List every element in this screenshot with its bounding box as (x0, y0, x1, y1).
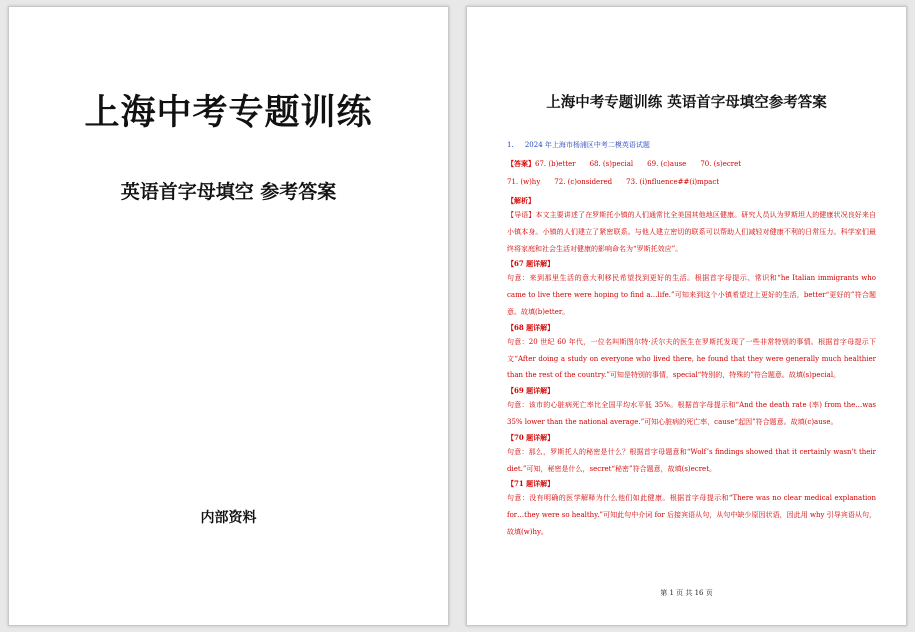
section-number: 1. (507, 141, 514, 149)
answer-body (507, 139, 876, 541)
answer-key: 73. (i)nfluence##(i)mpact (626, 178, 720, 186)
analysis-label: 【解析】 (507, 196, 535, 205)
cover-footer: 内部资料 (200, 510, 257, 526)
item-explanation: 句意：来到那里生活的意大利移民希望找到更好的生活。根据首字母提示、常识和“he Italian immigrants who came to live there were hoping to find a…life.”可知来到这个小镇希望过上更好的生活，better“更好的”符合题意。故填(b)etter。 (507, 274, 876, 316)
cover-page (8, 6, 449, 626)
answer-key: 68. (s)pecial (589, 160, 634, 168)
item-heading: 【68 题详解】 (507, 322, 555, 332)
answer-key: 67. (b)etter (535, 160, 576, 168)
answer-key: 72. (c)onsidered (554, 178, 613, 186)
answer-key: 70. (s)ecret (700, 160, 742, 168)
answer-keys-line-1 (507, 157, 876, 171)
page-number: 第 1 页 共 16 页 (660, 589, 713, 597)
section-heading (507, 139, 876, 152)
item-explanation: 句意：没有明确的医学解释为什么他们如此健康。根据首字母提示和“There was no clear medical explanation for…they were so healthy.”可知此句中介词 for 后接宾语从句，从句中缺少原因状语，因此用 why 引导宾语从句，故填(w)hy。 (507, 494, 876, 536)
answer-key: 69. (c)ause (647, 160, 687, 168)
section-title: 2024 年上海市杨浦区中考二模英语试题 (524, 141, 650, 149)
answer-key-label: 【答案】 (507, 159, 535, 168)
cover-subtitle: 英语首字母填空 参考答案 (120, 181, 337, 203)
item-explanation: 句意：20 世纪 60 年代，一位名叫斯图尔特·沃尔夫的医生在罗斯托发现了一些非常特别的事情。根据首字母提示下文“After doing a study on everyone who lived there, he found that they were generally much healthier than the rest of the country.”可知是特别的事情，special“特别的，特殊的”符合题意。故填(s)pecial。 (507, 337, 876, 380)
answer-page (466, 6, 907, 626)
cover-title: 上海中考专题训练 (84, 93, 373, 133)
item-heading: 【69 题详解】 (507, 386, 555, 396)
answer-key: 71. (w)hy (507, 178, 541, 186)
item-heading: 【67 题详解】 (507, 259, 555, 269)
item-explanation: 句意：那么，罗斯托人的秘密是什么？根据首字母题意和“Wolf’s findings showed that it certainly wasn’t their diet.”可知，秘密是什么，secret“秘密”符合题意，故填(s)ecret。 (507, 447, 876, 473)
item-heading: 【71 题详解】 (507, 479, 555, 489)
guide-paragraph: 【导语】本文主要讲述了在罗斯托小镇的人们通常比全美国其他地区健康。研究人员认为罗斯坦人的健康状况良好来自小镇本身。小镇的人们建立了紧密联系。与他人建立密切的联系可以帮助人们减轻对健康不利的日常压力。科学家们最终将家庭和社会生活对健康的影响命名为“罗斯托效应”。 (507, 211, 876, 253)
answer-keys-line-2 (507, 176, 876, 189)
item-explanation: 句意：该市的心脏病死亡率比全国平均水平低 35%。根据首字母提示和“And the death rate (率) from the…was 35% lower than the national average.”可知心脏病的死亡率，cause“起因”符合题意。故填(c)ause。 (507, 401, 876, 426)
item-heading: 【70 题详解】 (507, 432, 555, 442)
answer-page-title: 上海中考专题训练 英语首字母填空参考答案 (546, 95, 827, 111)
